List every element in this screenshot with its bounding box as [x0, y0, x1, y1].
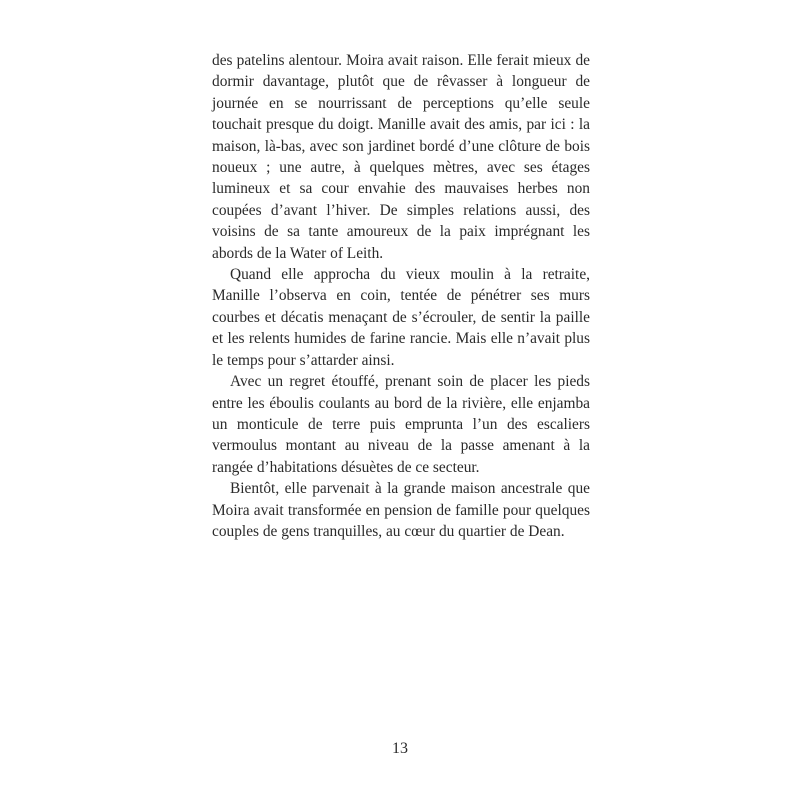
paragraph-moulin: Quand elle approcha du vieux moulin à la retraite, Manille l’observa en coin, tentée de pénétrer ses murs courbes et décatis menaçant de s’écrouler, de sentir la paille et les relents humides de farine rancie. Mais elle n’avait plus le temps pour s’attarder ainsi. [212, 266, 590, 369]
page-number: 13 [392, 740, 408, 757]
paragraph-regret: Avec un regret étouffé, prenant soin de placer les pieds entre les éboulis coulants au bord de la rivière, elle enjamba un monticule de terre puis emprunta l’un des escaliers vermoulus montant au niveau de la passe amenant à la rangée d’habitations désuètes de ce secteur. [212, 373, 590, 476]
body-text [212, 50, 590, 542]
paragraph-arrivee: Bientôt, elle parvenait à la grande maison ancestrale que Moira avait transformée en pension de famille pour quelques couples de gens tranquilles, au cœur du quartier de Dean. [212, 480, 590, 540]
paragraph-continuation: des patelins alentour. Moira avait raison. Elle ferait mieux de dormir davantage, plutôt que de rêvasser à longueur de journée en se nourrissant de perceptions qu’elle seule touchait presque du doigt. Manille avait des amis, par ici : la maison, là-bas, avec son jardinet bordé d’une clôture de bois noueux ; une autre, à quelques mètres, avec ses étages lumineux et sa cour envahie des mauvaises herbes non coupées d’avant l’hiver. De simples relations aussi, des voisins de sa tante amoureux de la paix imprégnant les abords de la Water of Leith. [212, 52, 590, 262]
